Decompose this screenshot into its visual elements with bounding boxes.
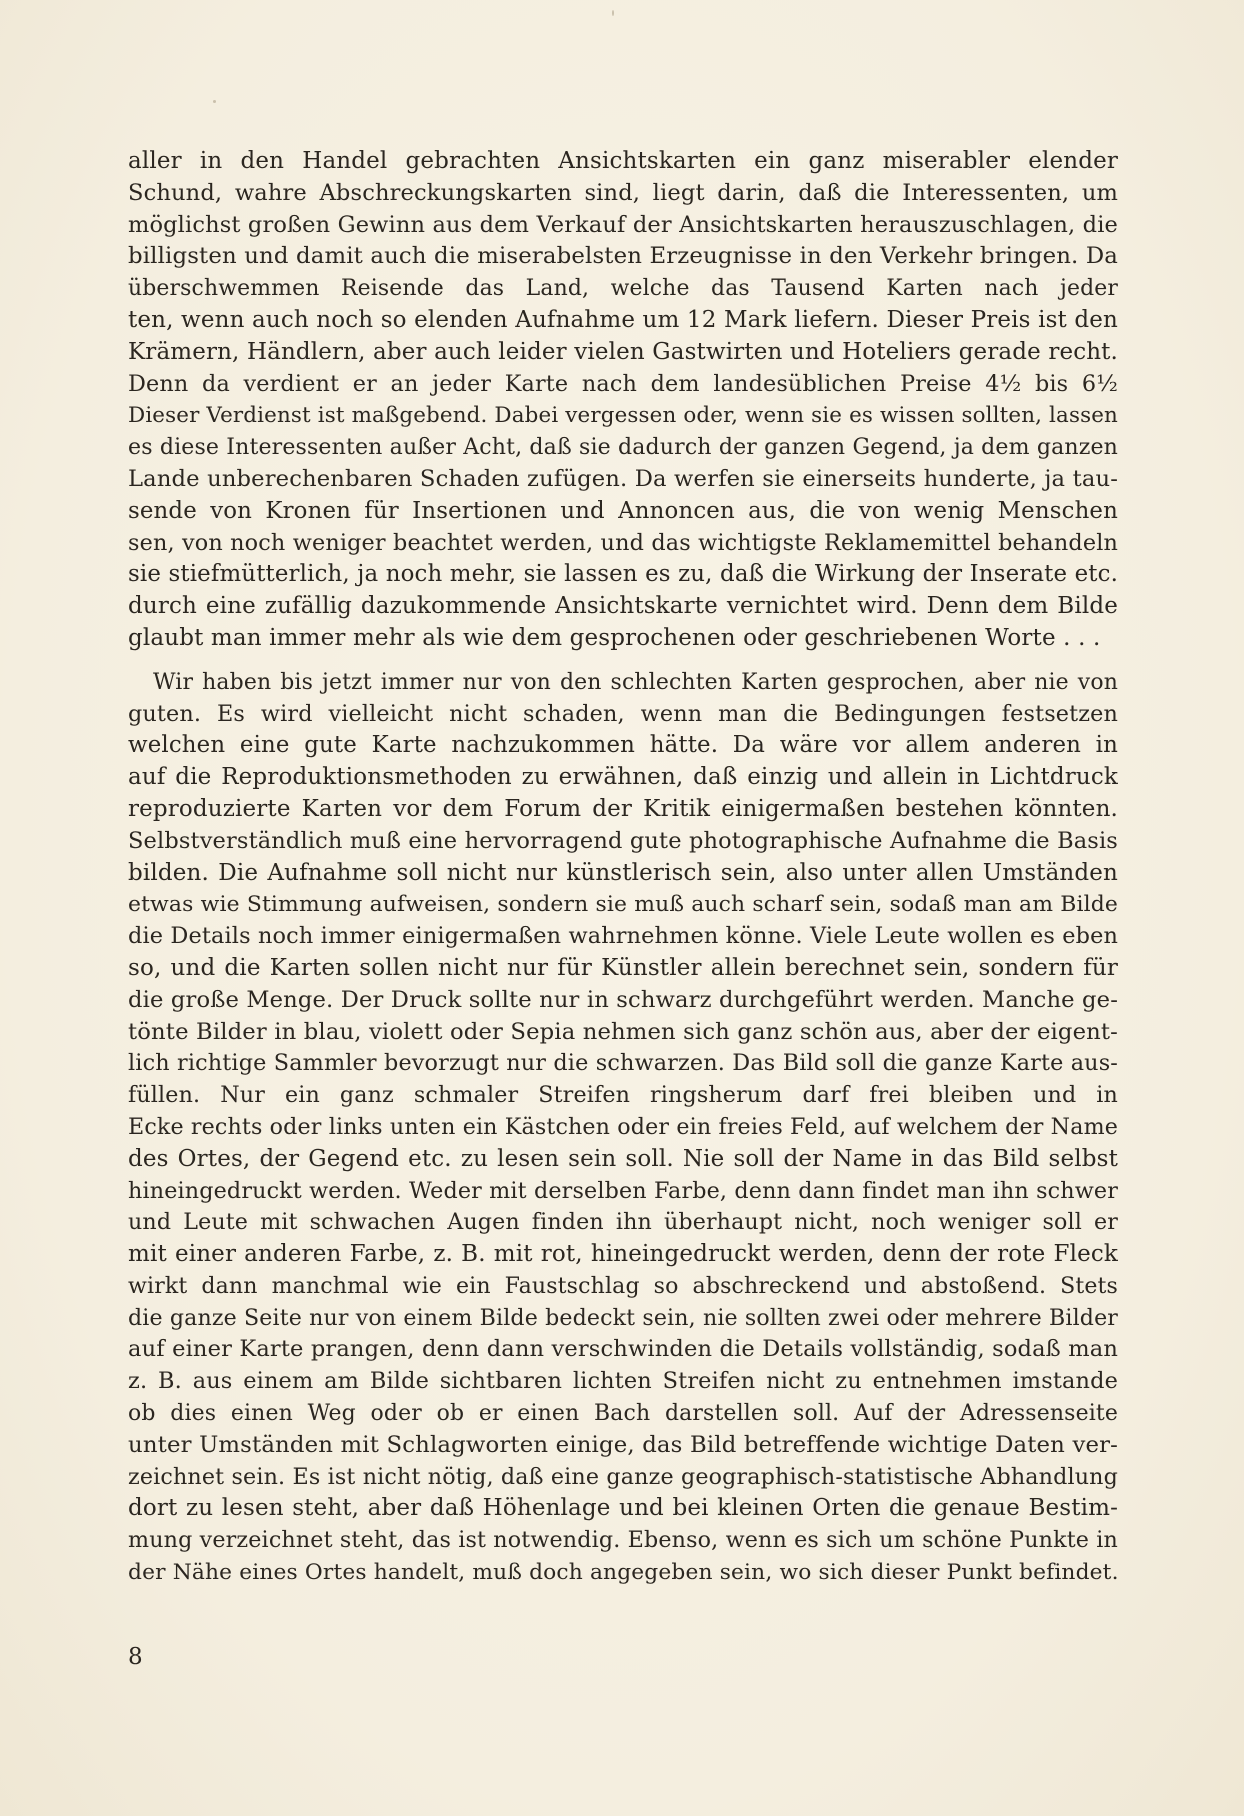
text-line: sende von Kronen für Insertionen und Annoncen aus, die von wenig Menschen [128, 497, 1118, 524]
text-line: bilden. Die Aufnahme soll nicht nur künstlerisch sein, also unter allen Umständen [128, 859, 1118, 886]
paragraph-1 [128, 146, 1118, 655]
page-number: 8 [128, 1644, 143, 1670]
text-line: welchen eine gute Karte nachzukommen hätte. Da wäre vor allem anderen in [128, 732, 1118, 759]
paper-speck [612, 10, 614, 16]
text-line: zeichnet sein. Es ist nicht nötig, daß eine ganze geographisch-statistische Abhandlung [128, 1463, 1118, 1490]
text-line: sie stiefmütterlich, ja noch mehr, sie lassen es zu, daß die Wirkung der Inserate etc. [128, 561, 1118, 588]
text-line: lich richtige Sammler bevorzugt nur die schwarzen. Das Bild soll die ganze Karte aus- [128, 1050, 1118, 1077]
text-line: aller in den Handel gebrachten Ansichtskarten ein ganz miserabler elender [128, 148, 1118, 174]
text-line: und Leute mit schwachen Augen finden ihn überhaupt nicht, noch weniger soll er [128, 1209, 1118, 1236]
text-line: Ecke rechts oder links unten ein Kästchen oder ein freies Feld, auf welchem der Name [128, 1113, 1118, 1140]
body-text [128, 146, 1118, 1589]
text-line: unter Umständen mit Schlagworten einige, das Bild betreffende wichtige Daten ver- [128, 1431, 1118, 1458]
text-line: Lande unberechenbaren Schaden zufügen. Da werfen sie einerseits hunderte, ja tau- [128, 465, 1118, 492]
text-line: Schund, wahre Abschreckungskarten sind, liegt darin, daß die Interessenten, um [128, 179, 1118, 206]
text-line: mit einer anderen Farbe, z. B. mit rot, hineingedruckt werden, denn der rote Fleck [128, 1241, 1118, 1268]
text-line: Krämern, Händlern, aber auch leider vielen Gastwirten und Hoteliers gerade recht. [128, 338, 1118, 365]
paragraph-2 [128, 667, 1118, 1589]
text-line: des Ortes, der Gegend etc. zu lesen sein soll. Nie soll der Name in das Bild selbst [128, 1145, 1118, 1172]
text-line: sen, von noch weniger beachtet werden, und das wichtigste Reklamemittel behandeln [128, 529, 1118, 556]
text-line: dort zu lesen steht, aber daß Höhenlage und bei kleinen Orten die genaue Bestim- [128, 1495, 1118, 1522]
text-line: so, und die Karten sollen nicht nur für Künstler allein berechnet sein, sondern für [128, 954, 1118, 981]
text-line: mung verzeichnet steht, das ist notwendig. Ebenso, wenn es sich um schöne Punkte in [128, 1527, 1118, 1554]
text-line: guten. Es wird vielleicht nicht schaden, wenn man die Bedingungen festsetzen [128, 700, 1118, 727]
text-line: der Nähe eines Ortes handelt, muß doch angegeben sein, wo sich dieser Punkt befindet. [128, 1560, 1119, 1586]
text-line: hineingedruckt werden. Weder mit derselben Farbe, denn dann findet man ihn schwer [128, 1177, 1118, 1204]
text-line: reproduzierte Karten vor dem Forum der Kritik einigermaßen bestehen könnten. [128, 795, 1118, 822]
text-line: z. B. aus einem am Bilde sichtbaren lichten Streifen nicht zu entnehmen imstande [128, 1368, 1118, 1395]
text-line: Denn da verdient er an jeder Karte nach dem landesüblichen Preise 4½ bis 6½ [128, 370, 1118, 397]
text-line: es diese Interessenten außer Acht, daß sie dadurch der ganzen Gegend, ja dem ganzen [128, 435, 1118, 461]
text-line: ob dies einen Weg oder ob er einen Bach darstellen soll. Auf der Adressenseite [128, 1401, 1118, 1427]
text-line: billigsten und damit auch die miserabelsten Erzeugnisse in den Verkehr bringen. Da [128, 243, 1118, 270]
paper-speck [213, 100, 216, 103]
text-line: durch eine zufällig dazukommende Ansichtskarte vernichtet wird. Denn dem Bilde [128, 593, 1118, 620]
text-line: überschwemmen Reisende das Land, welche das Tausend Karten nach jeder [128, 276, 1118, 302]
text-line: Dieser Verdienst ist maßgebend. Dabei vergessen oder, wenn sie es wissen sollten, lassen [128, 403, 1118, 429]
text-line: auf die Reproduktionsmethoden zu erwähnen, daß einzig und allein in Lichtdruck [128, 764, 1118, 791]
text-line: die große Menge. Der Druck sollte nur in schwarz durchgeführt werden. Manche ge- [128, 986, 1118, 1013]
text-line: tönte Bilder in blau, violett oder Sepia nehmen sich ganz schön aus, aber der eigent- [128, 1018, 1118, 1045]
text-line: auf einer Karte prangen, denn dann verschwinden die Details vollständig, sodaß man [128, 1336, 1118, 1363]
text-line: Selbstverständlich muß eine hervorragend gute photographische Aufnahme die Basis [128, 827, 1118, 854]
text-line: ten, wenn auch noch so elenden Aufnahme um 12 Mark liefern. Dieser Preis ist den [128, 306, 1118, 333]
text-line: die ganze Seite nur von einem Bilde bedeckt sein, nie sollten zwei oder mehrere Bilder [128, 1304, 1118, 1331]
text-line: Wir haben bis jetzt immer nur von den schlechten Karten gesprochen, aber nie von [153, 669, 1118, 695]
text-line: etwas wie Stimmung aufweisen, sondern sie muß auch scharf sein, sodaß man am Bilde [128, 892, 1118, 918]
text-line: füllen. Nur ein ganz schmaler Streifen ringsherum darf frei bleiben und in [128, 1082, 1118, 1109]
text-line: glaubt man immer mehr als wie dem gesprochenen oder geschriebenen Worte . . . [128, 624, 1101, 651]
text-line: die Details noch immer einigermaßen wahrnehmen könne. Viele Leute wollen es eben [128, 923, 1118, 950]
text-line: möglichst großen Gewinn aus dem Verkauf der Ansichtskarten herauszuschlagen, die [128, 211, 1118, 238]
text-line: wirkt dann manchmal wie ein Faustschlag so abschreckend und abstoßend. Stets [128, 1273, 1118, 1299]
